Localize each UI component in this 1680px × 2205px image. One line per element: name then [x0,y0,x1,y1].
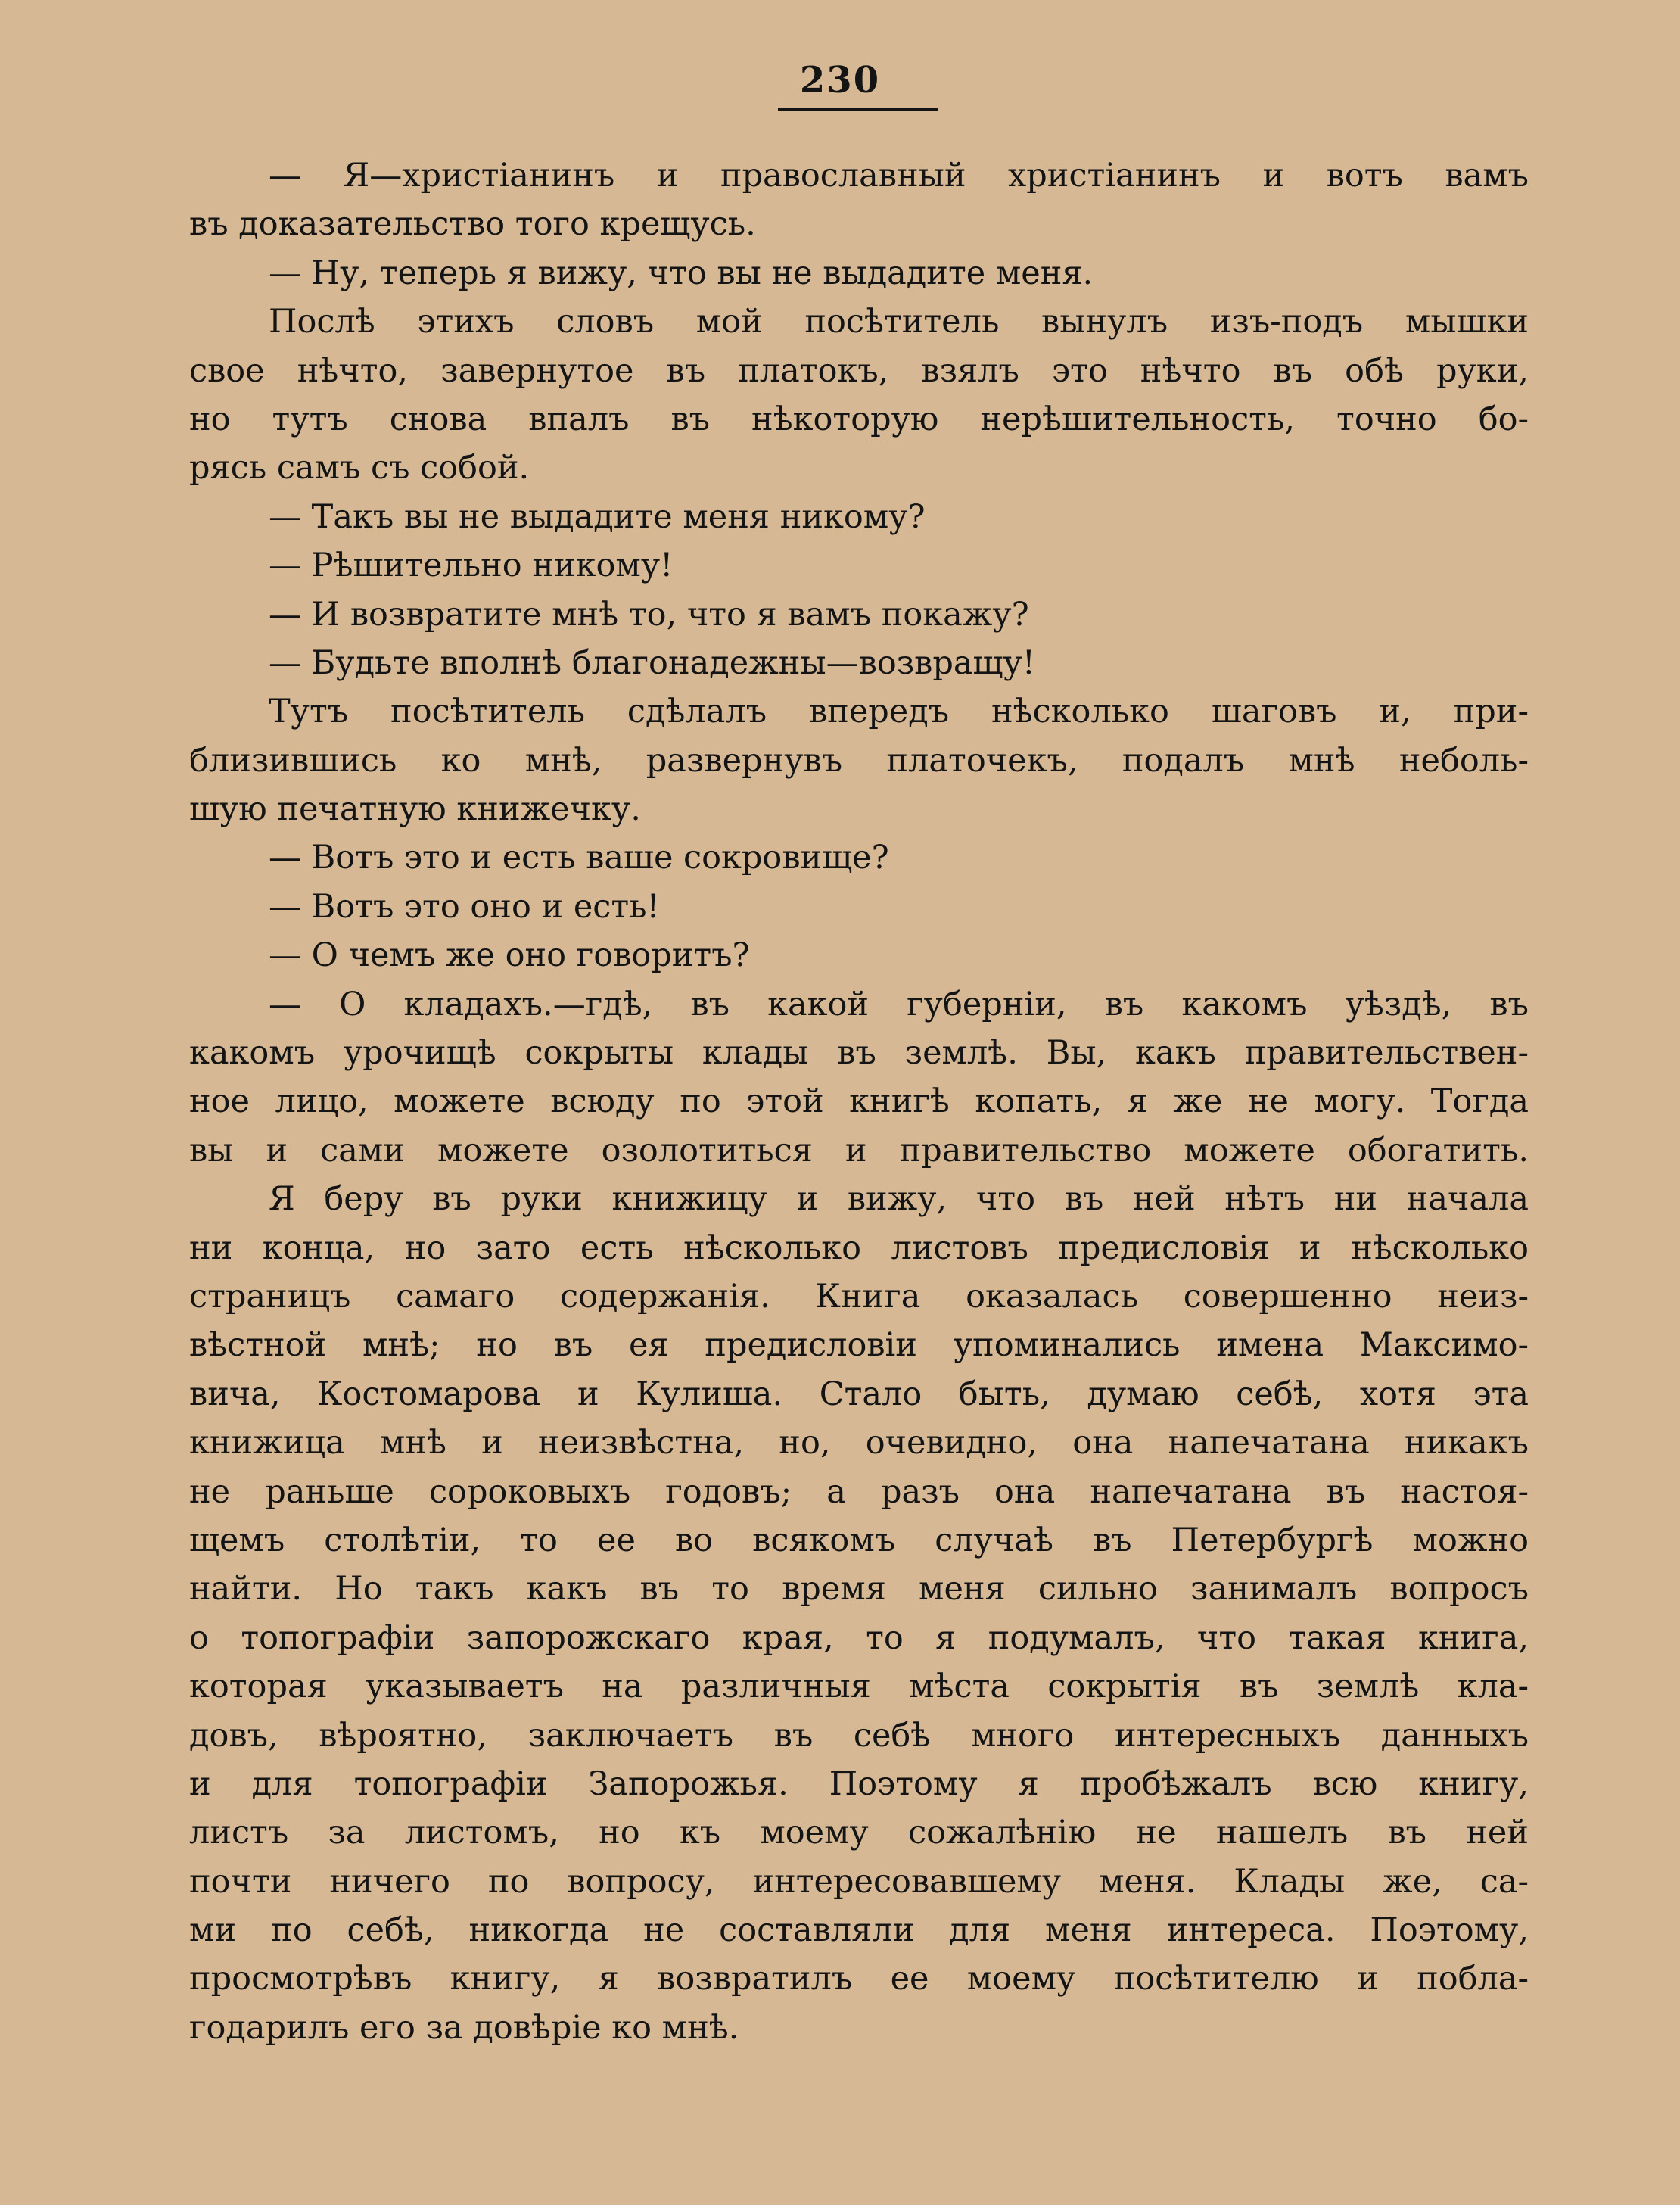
text-line: свое нѣчто, завернутое въ платокъ, взялъ это нѣчто въ обѣ руки, [189,351,1529,390]
text-line: найти. Но такъ какъ въ то время меня сильно занималъ вопросъ [189,1570,1529,1609]
text-line: ное лицо, можете всюду по этой книгѣ копать, я же не могу. Тогда [189,1082,1529,1121]
page-number: 230 [799,59,881,101]
text-line: — Такъ вы не выдадите меня никому? [269,497,926,536]
text-line: — О чемъ же оно говоритъ? [269,936,750,975]
text-line: Я беру въ руки книжицу и вижу, что въ ней нѣтъ ни начала [269,1180,1529,1219]
text-line: не раньше сороковыхъ годовъ; а разъ она напечатана въ настоя- [189,1472,1529,1511]
text-line: щемъ столѣтіи, то ее во всякомъ случаѣ въ Петербургѣ можно [189,1521,1529,1559]
page-number-rule [778,108,938,111]
text-line: довъ, вѣроятно, заключаетъ въ себѣ много интересныхъ данныхъ [189,1716,1529,1755]
text-line: — Вотъ это и есть ваше сокровище? [269,839,889,877]
text-line: годарилъ его за довѣріе ко мнѣ. [189,2008,739,2047]
text-line: листъ за листомъ, но къ моему сожалѣнію не нашелъ въ ней [189,1814,1529,1852]
text-line: — О кладахъ.—гдѣ, въ какой губерніи, въ какомъ уѣздѣ, въ [269,985,1529,1023]
text-line: просмотрѣвъ книгу, я возвратилъ ее моему посѣтителю и побла- [189,1960,1529,1998]
text-line: ни конца, но зато есть нѣсколько листовъ предисловія и нѣсколько [189,1229,1529,1267]
text-line: — Рѣшительно никому! [269,547,674,585]
text-line: какомъ урочищѣ сокрыты клады въ землѣ. Вы, какъ правительствен- [189,1034,1529,1073]
text-line: но тутъ снова впалъ въ нѣкоторую нерѣшительность, точно бо- [189,400,1529,438]
text-line: Тутъ посѣтитель сдѣлалъ впередъ нѣсколько шаговъ и, при- [269,693,1529,731]
text-line: о топографіи запорожскаго края, то я подумалъ, что такая книга, [189,1618,1529,1657]
text-line: — Будьте вполнѣ благонадежны—возвращу! [269,643,1036,682]
page-text [189,151,1529,2052]
text-line: вѣстной мнѣ; но въ ея предисловіи упоминались имена Максимо- [189,1326,1529,1365]
text-line: вича, Костомарова и Кулиша. Стало быть, думаю себѣ, хотя эта [189,1375,1529,1413]
text-line: — И возвратите мнѣ то, что я вамъ покажу? [269,595,1029,634]
text-line: вы и сами можете озолотиться и правительство можете обогатить. [189,1131,1529,1169]
text-line: Послѣ этихъ словъ мой посѣтитель вынулъ изъ-подъ мышки [269,303,1529,341]
text-line: въ доказательство того крещусь. [189,205,756,244]
text-line: рясь самъ съ собой. [189,449,530,487]
text-line: книжица мнѣ и неизвѣстна, но, очевидно, она напечатана никакъ [189,1424,1529,1462]
text-line: которая указываетъ на различныя мѣста сокрытія въ землѣ кла- [189,1668,1529,1706]
text-line: почти ничего по вопросу, интересовавшему меня. Клады же, са- [189,1862,1529,1901]
text-line: близившись ко мнѣ, развернувъ платочекъ, подалъ мнѣ неболь- [189,741,1529,780]
text-line: ми по себѣ, никогда не составляли для меня интереса. Поэтому, [189,1911,1529,1950]
text-line: — Ну, теперь я вижу, что вы не выдадите меня. [269,254,1094,292]
text-line: — Я—христіанинъ и православный христіанинъ и вотъ вамъ [269,157,1529,195]
text-line: страницъ самаго содержанія. Книга оказалась совершенно неиз- [189,1277,1529,1316]
text-line: — Вотъ это оно и есть! [269,887,660,926]
text-line: шую печатную книжечку. [189,790,641,829]
text-line: и для топографіи Запорожья. Поэтому я пробѣжалъ всю книгу, [189,1764,1529,1803]
